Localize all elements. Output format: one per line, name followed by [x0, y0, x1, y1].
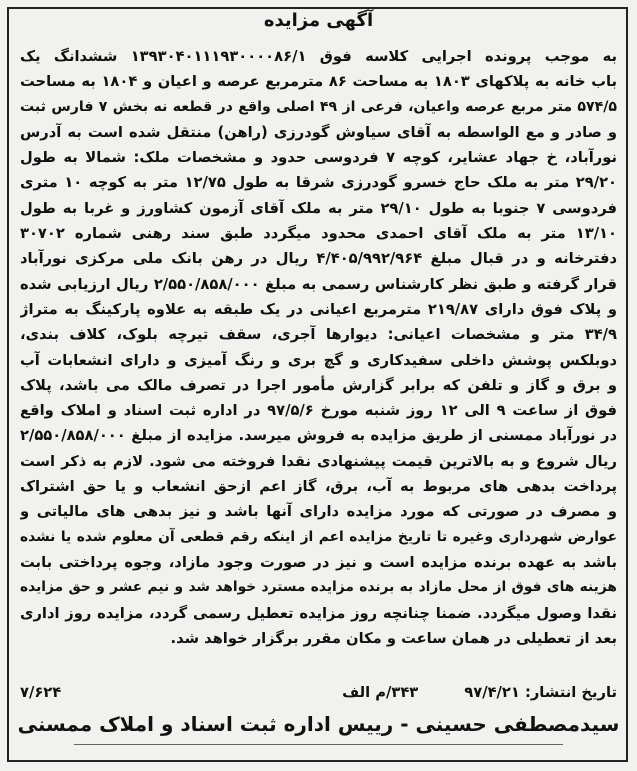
notice-line: ۱۳/۱۰ متر به ملک آقای احمدی محدود میگردد طبق سند رهنی شماره ۳۰۷۰۲: [20, 225, 617, 243]
notice-line: نورآباد، خ جهاد عشایر، کوچه ۷ فردوسی حدود و مشخصات ملک: شمالا به طول: [20, 149, 617, 167]
notice-line: قرار گرفته و طبق نظر کارشناس رسمی به مبلغ ۲/۵۵۰/۸۵۸/۰۰۰ ریال ارزیابی شده: [20, 275, 617, 293]
signature-divider: [74, 744, 563, 745]
notice-line: دفترخانه و در قبال مبلغ ۴/۴۰۵/۹۹۲/۹۶۴ ریال در رهن بانک ملی مرکزی نورآباد: [20, 250, 617, 268]
notice-line: باشد به عهده برنده مزایده است و نیز در صورت وجود مازاد، وجوه پرداختی بابت: [20, 553, 617, 571]
notice-line: در نورآباد ممسنی از طریق مزایده به فروش میرسد. مزایده از مبلغ ۲/۵۵۰/۸۵۸/۰۰۰: [20, 427, 617, 445]
notice-line: و مصرف در صورتی که مورد مزایده دارای آنها باشد و نیز بدهی های مالیاتی و: [20, 503, 617, 521]
notice-line: نقدا وصول میگردد. ضمنا چنانچه روز مزایده تعطیل رسمی گردد، مزایده روز اداری: [20, 604, 617, 622]
notice-line: به موجب پرونده اجرایی کلاسه فوق ۱۳۹۳۰۴۰۱۱۱۹۳۰۰۰۰۸۶/۱ ششدانگ یک: [20, 48, 617, 65]
notice-line: باب خانه به پلاکهای ۱۸۰۳ به مساحت ۸۶ مترمربع عرصه و اعیان و ۱۸۰۴ به مساحت: [20, 73, 617, 91]
notice-line: و پلاک فوق دارای ۲۱۹/۸۷ مترمربع اعیانی در یک طبقه به علاوه پارکینگ به متراژ: [20, 300, 617, 318]
reference-number: ۳۴۳/م الف: [342, 684, 419, 701]
notice-line: و صادر و مع الواسطه به آقای سیاوش گودرزی (راهن) منتقل شده است به آدرس: [20, 123, 617, 141]
notice-line: ۵۷۴/۵ متر مربع عرصه واعیان، فرعی از ۴۹ اصلی واقع در قطعه نه بخش ۷ فارس ثبت: [20, 98, 617, 115]
notice-line: ریال شروع و به بالاترین قیمت پیشنهادی نقدا فروخته می شود. لازم به ذکر است: [20, 452, 617, 470]
notice-line: فردوسی ۷ جنوبا به طول ۲۹/۱۰ متر به ملک آقای آزمون کشاورز و غربا به طول: [20, 199, 617, 217]
notice-line: هزینه های فوق از محل مازاد به برنده مزایده مسترد خواهد شد و نیم عشر و حق مزایده: [20, 579, 617, 596]
notice-line: فوق از ساعت ۹ الی ۱۲ روز شنبه مورخ ۹۷/۵/۶ در اداره ثبت اسناد و املاک واقع: [20, 402, 617, 420]
notice-line: بعد از تعطیلی در همان ساعت و مکان مقرر برگزار خواهد شد.: [170, 629, 617, 647]
notice-line: عوارض شهرداری وغیره تا تاریخ مزایده اعم از اینکه رقم قطعی آن معلوم شده یا نشده: [20, 528, 617, 545]
notice-line: دوبلکس پوشش داخلی سفیدکاری و گچ بری و رنگ آمیزی و دارای انشعابات آب: [20, 351, 617, 369]
notice-line: ۳۴/۹ متر و مشخصات اعیانی: دیوارها آجری، سقف تیرچه بلوک، کلاف بندی،: [20, 326, 617, 344]
notice-line: ۲۹/۲۰ متر به ملک حاج خسرو گودرزی شرقا به طول ۱۲/۷۵ متر به کوچه ۱۰ متری: [20, 174, 617, 192]
signature: سیدمصطفی حسینی - رییس اداره ثبت اسناد و املاک ممسنی: [17, 712, 620, 736]
notice-title: آگهی مزایده: [263, 10, 374, 31]
publication-info: [20, 684, 617, 701]
notice-body: [20, 44, 617, 651]
publication-date: تاریخ انتشار: ۹۷/۴/۲۱: [464, 684, 617, 701]
notice-code: ۷/۶۲۴: [20, 684, 62, 701]
notice-line: پرداخت بدهی های مربوط به آب، برق، گاز اعم ازحق انشعاب و یا حق اشتراک: [20, 478, 617, 496]
notice-line: و برق و گاز و تلفن که برابر گزارش مأمور اجرا در تصرف مالک می باشد، پلاک: [20, 376, 617, 394]
